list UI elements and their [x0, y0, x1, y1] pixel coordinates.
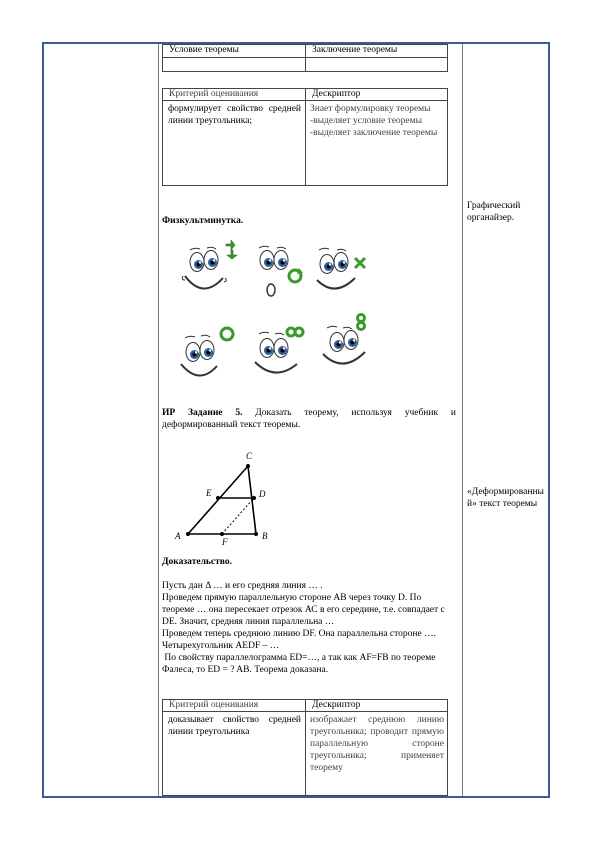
vertex-label-c: C — [246, 451, 253, 461]
vertex-label-e: E — [206, 488, 212, 498]
proof-line: Проведем теперь среднюю линию DF. Она параллельна стороне …. Четырехугольник AEDF – … — [162, 629, 436, 651]
column-divider-right — [462, 44, 463, 796]
table2-header-descriptor: Дескриптор — [312, 89, 361, 99]
circle-arrows-icon — [221, 328, 233, 340]
smiley-face-icon — [182, 240, 237, 289]
task5-paragraph — [162, 407, 456, 431]
table1-empty-cell — [305, 57, 448, 72]
task5-label: ИР Задание 5. — [162, 408, 243, 418]
smiley-face-icon — [317, 248, 365, 288]
table1-cell-conclusion — [305, 44, 448, 58]
table3-descriptor-cell — [305, 711, 448, 796]
vertex-label-d: D — [259, 489, 266, 499]
surprised-face-icon — [259, 246, 303, 296]
table3-descriptor: изображает среднюю линию треугольника; проводит прямую параллельную стороне треугольника; применяет теорему — [310, 715, 444, 773]
table2-descriptor-item: -выделяет заключение теоремы — [310, 128, 438, 138]
smiley-face-icon — [181, 328, 233, 376]
cross-arrows-icon — [355, 258, 365, 268]
smiley-face-icon — [323, 315, 365, 364]
column-divider-left — [158, 44, 159, 796]
side-note-deformed-text: «Деформированный» текст теоремы — [467, 487, 544, 509]
table2-descriptor-item: Знает формулировку теоремы — [310, 104, 431, 114]
table1-header-condition: Условие теоремы — [169, 45, 239, 55]
smiley-face-icon — [255, 328, 303, 373]
proof-line: По свойству параллелограмма ED=…, а так как AF=FB по теореме Фалеса, то ED = ? AB. Теорема доказана. — [162, 653, 438, 675]
table2-descriptor-list — [310, 103, 444, 139]
table2-criterion: формулирует свойство средней линии треугольника; — [168, 104, 301, 126]
table3-criterion: доказывает свойство средней линии треугольника — [168, 715, 301, 737]
rotate-arrows-icon — [289, 268, 303, 282]
phys-exercise-title: Физкультминутка. — [162, 216, 244, 226]
infinity-arrows-icon — [287, 328, 303, 336]
table1-cell-condition — [162, 44, 306, 58]
task5-text: Доказать теорему, используя учебник и деформированный текст теоремы. — [162, 408, 456, 430]
table2-criterion-cell — [162, 100, 306, 186]
table2-descriptor-item: -выделяет условие теоремы — [310, 116, 423, 126]
proof-line: Пусть дан Δ … и его средняя линия … . — [162, 581, 323, 591]
table1-header-conclusion: Заключение теоремы — [312, 45, 398, 55]
table3-header-descriptor: Дескриптор — [312, 700, 361, 710]
plus-arrows-icon — [226, 240, 237, 259]
table3-header-criterion: Критерий оценивания — [169, 700, 259, 710]
table2-descriptor-cell — [305, 100, 448, 186]
table2-header-criterion: Критерий оценивания — [169, 89, 259, 99]
side-note-graphic-organizer: Графический органайзер. — [467, 201, 521, 223]
vertex-label-b: B — [262, 531, 268, 541]
triangle-diagram — [170, 448, 280, 548]
proof-line: Проведем прямую параллельную стороне АВ через точку D. По теореме … она пересекает отрезок АС в его середине, т.е. совпадает с DE. Значит, средняя линия параллельна … — [162, 593, 445, 627]
table3-criterion-cell — [162, 711, 306, 796]
proof-text — [162, 580, 454, 676]
exercise-faces-illustration — [175, 240, 460, 390]
vertex-label-a: A — [175, 531, 181, 541]
eight-arrows-icon — [358, 315, 365, 330]
proof-title: Доказательство. — [162, 557, 232, 567]
table1-empty-cell — [162, 57, 306, 72]
vertex-label-f: F — [222, 537, 228, 547]
